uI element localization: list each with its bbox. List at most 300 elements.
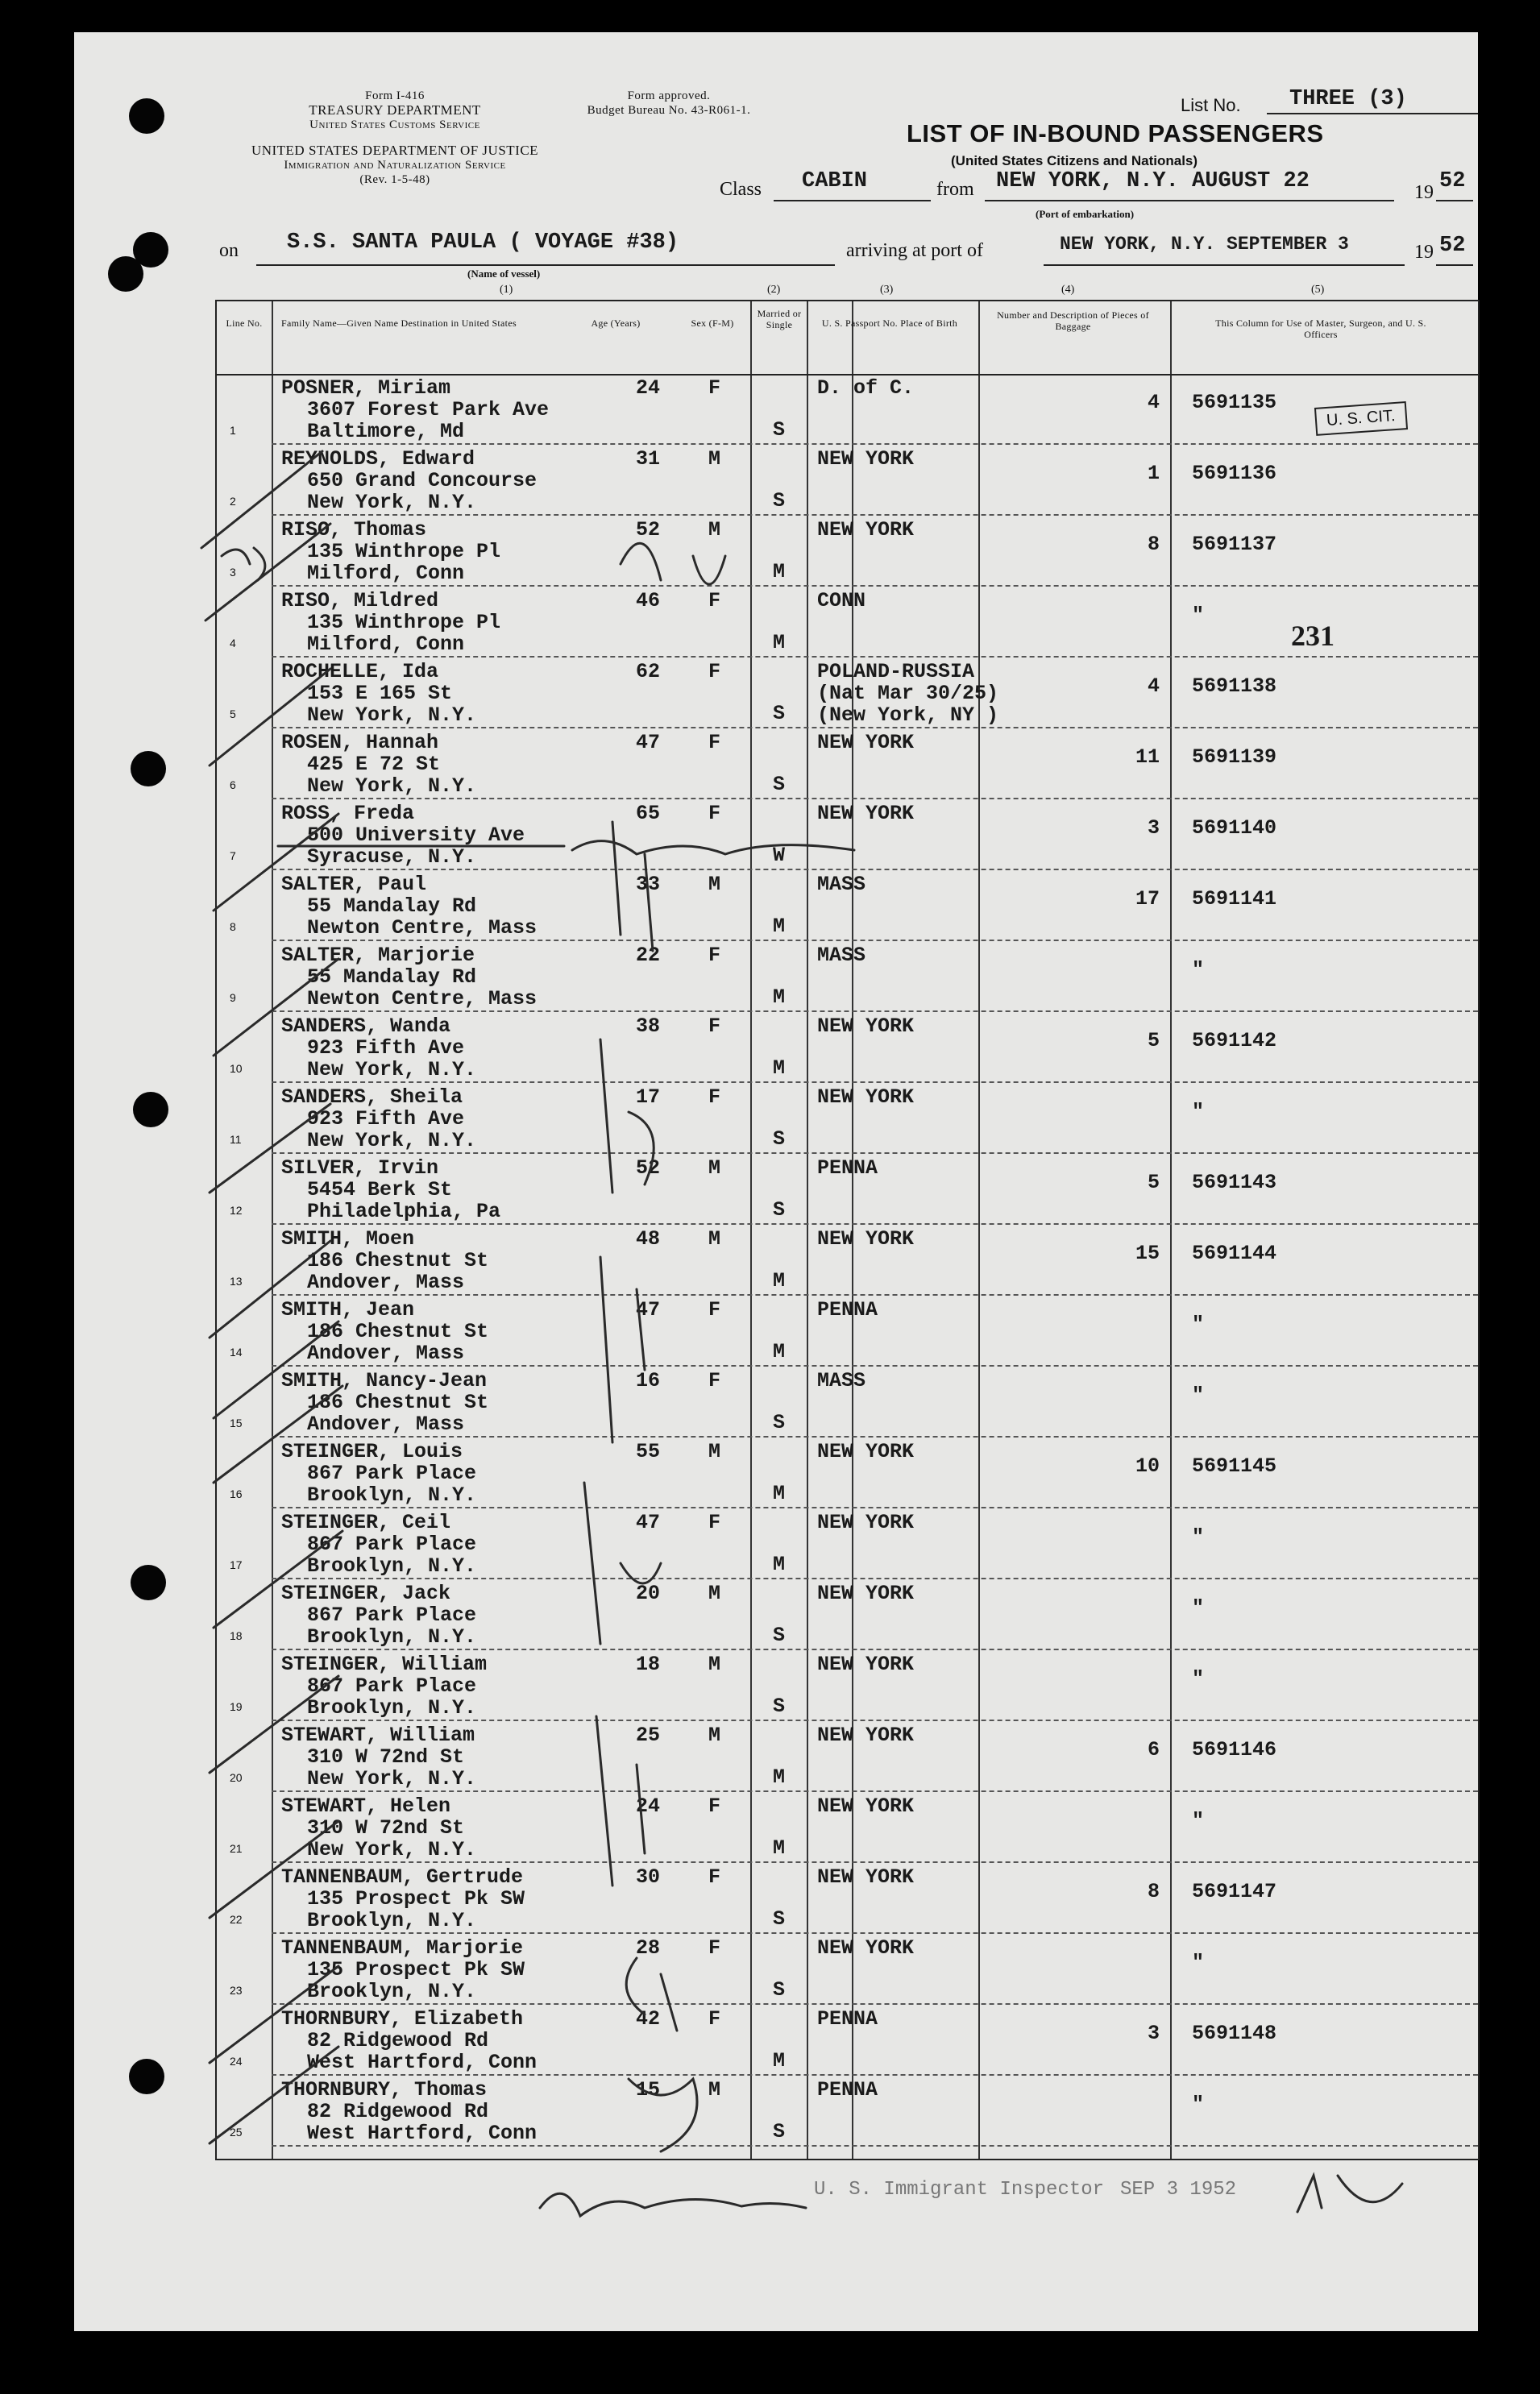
passenger-marital-status: S — [773, 418, 786, 442]
vessel-caption: (Name of vessel) — [467, 268, 541, 280]
passenger-officer-number: " — [1192, 1596, 1205, 1620]
line-number: 7 — [230, 849, 236, 862]
table-row — [217, 1438, 1478, 1508]
revision: (Rev. 1-5-48) — [359, 173, 430, 186]
passenger-address-line1: 867 Park Place — [307, 1533, 477, 1556]
document-title: LIST OF IN-BOUND PASSENGERS — [907, 119, 1324, 147]
class-value: CABIN — [802, 169, 868, 193]
year-prefix-1: 19 — [1414, 182, 1434, 203]
passenger-birthplace: NEW YORK — [817, 1865, 915, 1889]
passenger-officer-number: " — [1192, 604, 1205, 627]
passenger-name: SMITH, Jean — [281, 1298, 415, 1321]
passenger-sex: F — [708, 944, 721, 967]
table-row — [217, 870, 1478, 941]
passenger-name: STEINGER, Ceil — [281, 1511, 451, 1534]
col-header-sex: Sex (F-M) — [691, 317, 734, 329]
passenger-officer-number: " — [1192, 1525, 1205, 1549]
line-number: 8 — [230, 920, 236, 933]
passenger-sex: M — [708, 1582, 721, 1605]
passenger-sex: M — [708, 1156, 721, 1180]
passenger-birthplace: NEW YORK — [817, 1440, 915, 1463]
passenger-address-line1: 186 Chestnut St — [307, 1320, 489, 1343]
passenger-sex: F — [708, 1298, 721, 1321]
passenger-sex: F — [708, 2007, 721, 2031]
passenger-birthplace: PENNA — [817, 1156, 878, 1180]
passenger-address-line1: 55 Mandalay Rd — [307, 965, 477, 989]
passenger-age: 20 — [636, 1582, 661, 1605]
inspector-label: U. S. Immigrant Inspector — [814, 2179, 1105, 2201]
passenger-address-line2: New York, N.Y. — [307, 1058, 477, 1081]
passenger-birthplace: NEW YORK — [817, 1936, 915, 1960]
passenger-marital-status: S — [773, 773, 786, 796]
handwritten-231: 231 — [1291, 620, 1335, 652]
col-number-1: (1) — [500, 284, 513, 296]
passenger-baggage: 1 — [1147, 462, 1160, 485]
passenger-officer-number: 5691135 — [1192, 391, 1277, 414]
passenger-age: 52 — [636, 1156, 661, 1180]
passenger-address-line2: Syracuse, N.Y. — [307, 845, 477, 869]
col-header-officers: This Column for Use of Master, Surgeon, and U. S. Officers — [1215, 317, 1426, 340]
passenger-officer-number: 5691141 — [1192, 887, 1277, 911]
on-label: on — [219, 240, 239, 261]
passenger-sex: F — [708, 1794, 721, 1818]
passenger-sex: M — [708, 873, 721, 896]
passenger-marital-status: S — [773, 1411, 786, 1434]
line-number: 6 — [230, 778, 236, 791]
passenger-address-line1: 650 Grand Concourse — [307, 469, 538, 492]
col-header-age: Age (Years) — [591, 317, 641, 329]
vessel-name: S.S. SANTA PAULA ( VOYAGE #38) — [287, 230, 679, 255]
passenger-address-line1: 82 Ridgewood Rd — [307, 2029, 489, 2052]
table-row — [217, 1154, 1478, 1225]
year-underline-2 — [1436, 264, 1473, 266]
passenger-sex: M — [708, 1724, 721, 1747]
passenger-officer-number: 5691139 — [1192, 745, 1277, 769]
passenger-birthplace: NEW YORK — [817, 1724, 915, 1747]
passenger-officer-number: " — [1192, 1951, 1205, 1974]
passenger-sex: F — [708, 731, 721, 754]
inspector-date: SEP 3 1952 — [1120, 2179, 1237, 2201]
passenger-address-line2: West Hartford, Conn — [307, 2122, 538, 2145]
line-number: 15 — [230, 1417, 243, 1429]
passenger-address-line1: 82 Ridgewood Rd — [307, 2100, 489, 2123]
passenger-officer-number: " — [1192, 958, 1205, 981]
line-number: 22 — [230, 1913, 243, 1926]
passenger-address-line1: 5454 Berk St — [307, 1178, 453, 1201]
budget-bureau: Budget Bureau No. 43-R061-1. — [587, 104, 751, 117]
passenger-sex: F — [708, 802, 721, 825]
table-row — [217, 2005, 1478, 2076]
passenger-address-line1: 186 Chestnut St — [307, 1391, 489, 1414]
passenger-officer-number: 5691137 — [1192, 533, 1277, 556]
line-number: 20 — [230, 1771, 243, 1784]
passenger-age: 31 — [636, 447, 661, 471]
passenger-sex: F — [708, 1014, 721, 1038]
line-number: 18 — [230, 1629, 243, 1642]
passenger-name: REYNOLDS, Edward — [281, 447, 475, 471]
passenger-birthplace: NEW YORK — [817, 1014, 915, 1038]
passenger-marital-status: M — [773, 1340, 786, 1363]
passenger-name: RISO, Thomas — [281, 518, 427, 541]
passenger-address-line2: Baltimore, Md — [307, 420, 465, 443]
passenger-officer-number: " — [1192, 1100, 1205, 1123]
passenger-sex: F — [708, 660, 721, 683]
passenger-marital-status: M — [773, 1765, 786, 1789]
passenger-birthplace: MASS — [817, 944, 866, 967]
passenger-name: SALTER, Marjorie — [281, 944, 475, 967]
from-underline — [985, 200, 1394, 201]
passenger-address-line2: Andover, Mass — [307, 1342, 465, 1365]
passenger-baggage: 6 — [1147, 1738, 1160, 1761]
passenger-address-line1: 425 E 72 St — [307, 753, 441, 776]
passenger-name: SANDERS, Sheila — [281, 1085, 463, 1109]
line-number: 1 — [230, 424, 236, 437]
passenger-sex: F — [708, 1511, 721, 1534]
passenger-address-line2: Milford, Conn — [307, 562, 465, 585]
passenger-officer-number: 5691142 — [1192, 1029, 1277, 1052]
line-number: 17 — [230, 1558, 243, 1571]
line-number: 16 — [230, 1487, 243, 1500]
table-row — [217, 1012, 1478, 1083]
passenger-officer-number: 5691143 — [1192, 1171, 1277, 1194]
line-number: 2 — [230, 495, 236, 508]
passenger-marital-status: S — [773, 1198, 786, 1222]
passenger-marital-status: M — [773, 915, 786, 938]
passenger-marital-status: S — [773, 702, 786, 725]
passenger-address-line1: 135 Winthrope Pl — [307, 540, 501, 563]
passenger-address-line1: 135 Winthrope Pl — [307, 611, 501, 634]
arrival-underline — [1044, 264, 1405, 266]
punch-hole — [131, 751, 166, 786]
line-number: 4 — [230, 637, 236, 649]
table-row — [217, 1508, 1478, 1579]
passenger-sex: F — [708, 1865, 721, 1889]
treasury-dept: TREASURY DEPARTMENT — [309, 102, 481, 118]
line-number: 24 — [230, 2055, 243, 2068]
list-no-value: THREE (3) — [1289, 87, 1407, 111]
passenger-age: 48 — [636, 1227, 661, 1251]
table-row — [217, 1863, 1478, 1934]
passenger-birthplace: NEW YORK — [817, 1085, 915, 1109]
passenger-officer-number: 5691146 — [1192, 1738, 1277, 1761]
passenger-age: 25 — [636, 1724, 661, 1747]
passenger-name: THORNBURY, Thomas — [281, 2078, 488, 2101]
passenger-name: STEINGER, Louis — [281, 1440, 463, 1463]
passenger-address-line1: 135 Prospect Pk SW — [307, 1958, 525, 1981]
passenger-birthplace: POLAND-RUSSIA — [817, 660, 975, 683]
passenger-sex: M — [708, 1227, 721, 1251]
passenger-marital-status: M — [773, 560, 786, 583]
passenger-birthplace: NEW YORK — [817, 1653, 915, 1676]
col-number-4: (4) — [1061, 284, 1075, 296]
passenger-age: 47 — [636, 1511, 661, 1534]
passenger-address-line2: Milford, Conn — [307, 633, 465, 656]
passenger-marital-status: M — [773, 2049, 786, 2072]
line-number: 11 — [230, 1133, 242, 1146]
passenger-address-line2: New York, N.Y. — [307, 491, 477, 514]
ins-service: Immigration and Naturalization Service — [284, 159, 506, 172]
passenger-age: 18 — [636, 1653, 661, 1676]
col-number-2: (2) — [767, 284, 781, 296]
line-number: 14 — [230, 1346, 243, 1359]
passenger-address-line2: West Hartford, Conn — [307, 2051, 538, 2074]
col-number-5: (5) — [1311, 284, 1325, 296]
passenger-address-line1: 310 W 72nd St — [307, 1745, 465, 1769]
passenger-officer-number: " — [1192, 1384, 1205, 1407]
passenger-age: 28 — [636, 1936, 661, 1960]
document-subtitle: (United States Citizens and Nationals) — [951, 153, 1198, 168]
punch-hole — [129, 98, 164, 134]
passenger-age: 55 — [636, 1440, 661, 1463]
passenger-birthplace: CONN — [817, 589, 866, 612]
arriving-label: arriving at port of — [846, 240, 983, 261]
passenger-marital-status: S — [773, 1907, 786, 1931]
passenger-address-line1: 55 Mandalay Rd — [307, 894, 477, 918]
passenger-officer-number: " — [1192, 1667, 1205, 1691]
passenger-marital-status: M — [773, 1482, 786, 1505]
passenger-sex: M — [708, 1440, 721, 1463]
table-row — [217, 1579, 1478, 1650]
passenger-officer-number: 5691140 — [1192, 816, 1277, 840]
passenger-birthplace: NEW YORK — [817, 518, 915, 541]
passenger-birthplace: MASS — [817, 873, 866, 896]
punch-hole — [129, 2059, 164, 2094]
form-number: Form I-416 — [365, 89, 425, 102]
passenger-baggage: 5 — [1147, 1171, 1160, 1194]
passenger-officer-number: 5691138 — [1192, 674, 1277, 698]
passenger-name: STEWART, William — [281, 1724, 475, 1747]
passenger-baggage: 10 — [1135, 1454, 1160, 1478]
passenger-marital-status: S — [773, 1978, 786, 2002]
passenger-baggage: 15 — [1135, 1242, 1160, 1265]
form-approved: Form approved. — [627, 89, 711, 102]
passenger-sex: F — [708, 1936, 721, 1960]
passenger-birthplace: NEW YORK — [817, 447, 915, 471]
passenger-officer-number: 5691147 — [1192, 1880, 1277, 1903]
passenger-sex: M — [708, 518, 721, 541]
col-header-married: Married or Single — [757, 308, 802, 330]
passenger-address-line2: Brooklyn, N.Y. — [307, 1980, 477, 2003]
punch-hole — [108, 256, 143, 292]
passenger-address-line1: 153 E 165 St — [307, 682, 453, 705]
passenger-marital-status: S — [773, 1127, 786, 1151]
passenger-address-line2: Newton Centre, Mass — [307, 987, 538, 1010]
table-row — [217, 1792, 1478, 1863]
list-no-label: List No. — [1181, 95, 1241, 115]
passenger-marital-status: M — [773, 985, 786, 1009]
passenger-birthplace: PENNA — [817, 2007, 878, 2031]
from-label: from — [936, 179, 974, 200]
passenger-baggage: 8 — [1147, 1880, 1160, 1903]
table-row — [217, 1225, 1478, 1296]
col-header-line-no: Line No. — [226, 317, 263, 329]
passenger-age: 62 — [636, 660, 661, 683]
form-header-left — [210, 89, 580, 132]
passenger-name: TANNENBAUM, Gertrude — [281, 1865, 524, 1889]
table-row — [217, 374, 1478, 445]
table-row — [217, 1721, 1478, 1792]
passenger-baggage: 3 — [1147, 2022, 1160, 2045]
passenger-address-line2: Philadelphia, Pa — [307, 1200, 501, 1223]
passenger-name: SALTER, Paul — [281, 873, 427, 896]
passenger-birthplace: D. of C. — [817, 376, 915, 400]
form-header-justice — [205, 143, 584, 187]
table-row — [217, 658, 1478, 728]
line-number: 23 — [230, 1984, 243, 1997]
passenger-age: 52 — [636, 518, 661, 541]
justice-dept: UNITED STATES DEPARTMENT OF JUSTICE — [251, 143, 539, 158]
passenger-age: 42 — [636, 2007, 661, 2031]
passenger-age: 22 — [636, 944, 661, 967]
passenger-name: POSNER, Miriam — [281, 376, 451, 400]
passenger-baggage: 17 — [1135, 887, 1160, 911]
passenger-officer-number: 5691144 — [1192, 1242, 1277, 1265]
line-number: 10 — [230, 1062, 243, 1075]
passenger-age: 17 — [636, 1085, 661, 1109]
passenger-marital-status: S — [773, 2120, 786, 2143]
passenger-sex: M — [708, 2078, 721, 2101]
passenger-address-line1: 867 Park Place — [307, 1604, 477, 1627]
passenger-baggage: 4 — [1147, 674, 1160, 698]
passenger-name: SILVER, Irvin — [281, 1156, 439, 1180]
passenger-baggage: 11 — [1135, 745, 1160, 769]
passenger-address-line1: 310 W 72nd St — [307, 1816, 465, 1840]
table-row — [217, 1296, 1478, 1367]
form-approval — [564, 89, 774, 118]
table-row — [217, 1367, 1478, 1438]
passenger-baggage: 3 — [1147, 816, 1160, 840]
punch-hole — [131, 1565, 166, 1600]
passenger-address-line1: 923 Fifth Ave — [307, 1107, 465, 1131]
passenger-address-line1: 186 Chestnut St — [307, 1249, 489, 1272]
table-row — [217, 799, 1478, 870]
passenger-address-line2: New York, N.Y. — [307, 774, 477, 798]
passenger-baggage: 8 — [1147, 533, 1160, 556]
table-row — [217, 941, 1478, 1012]
passenger-address-line1: 867 Park Place — [307, 1462, 477, 1485]
passenger-address-line2: Brooklyn, N.Y. — [307, 1909, 477, 1932]
table-row — [217, 728, 1478, 799]
passenger-age: 15 — [636, 2078, 661, 2101]
passenger-address-line1: 3607 Forest Park Ave — [307, 398, 550, 421]
table-row — [217, 587, 1478, 658]
passenger-table — [215, 300, 1480, 2160]
passenger-address-line1: 500 University Ave — [307, 824, 525, 847]
passenger-age: 47 — [636, 731, 661, 754]
passenger-birthplace-note: (Nat Mar 30/25) — [817, 682, 999, 705]
passenger-birthplace: NEW YORK — [817, 1794, 915, 1818]
passenger-sex: F — [708, 1085, 721, 1109]
passenger-birthplace: NEW YORK — [817, 731, 915, 754]
passenger-name: SANDERS, Wanda — [281, 1014, 451, 1038]
passenger-address-line1: 923 Fifth Ave — [307, 1036, 465, 1060]
passenger-age: 24 — [636, 376, 661, 400]
passenger-marital-status: S — [773, 489, 786, 512]
passenger-age: 38 — [636, 1014, 661, 1038]
passenger-officer-number: " — [1192, 1809, 1205, 1832]
passenger-birthplace: NEW YORK — [817, 802, 915, 825]
passenger-name: THORNBURY, Elizabeth — [281, 2007, 524, 2031]
table-row — [217, 516, 1478, 587]
passenger-address-line2: Andover, Mass — [307, 1413, 465, 1436]
passenger-officer-number: " — [1192, 2093, 1205, 2116]
passenger-marital-status: M — [773, 631, 786, 654]
arrival-port: NEW YORK, N.Y. SEPTEMBER 3 — [1060, 234, 1349, 255]
passenger-name: SMITH, Moen — [281, 1227, 415, 1251]
passenger-officer-number: 5691145 — [1192, 1454, 1277, 1478]
col-number-3: (3) — [880, 284, 894, 296]
line-number: 9 — [230, 991, 236, 1004]
passenger-marital-status: M — [773, 1836, 786, 1860]
passenger-birthplace: MASS — [817, 1369, 866, 1392]
table-row — [217, 445, 1478, 516]
col-header-passport: U. S. Passport No. Place of Birth — [821, 317, 958, 329]
col-header-name: Family Name—Given Name Destination in United States — [281, 317, 517, 329]
passenger-address-line2: Andover, Mass — [307, 1271, 465, 1294]
line-number: 12 — [230, 1204, 243, 1217]
passenger-age: 30 — [636, 1865, 661, 1889]
year-1: 52 — [1439, 169, 1466, 193]
line-number: 3 — [230, 566, 236, 579]
port-caption: (Port of embarkation) — [1036, 208, 1135, 220]
passenger-name: ROCHELLE, Ida — [281, 660, 439, 683]
line-number: 19 — [230, 1700, 243, 1713]
passenger-marital-status: M — [773, 1269, 786, 1292]
passenger-name: STEINGER, William — [281, 1653, 488, 1676]
passenger-name: TANNENBAUM, Marjorie — [281, 1936, 524, 1960]
passenger-birthplace-note2: (New York, NY ) — [817, 703, 999, 727]
year-prefix-2: 19 — [1414, 242, 1434, 263]
passenger-name: STEWART, Helen — [281, 1794, 451, 1818]
passenger-age: 46 — [636, 589, 661, 612]
passenger-age: 24 — [636, 1794, 661, 1818]
passenger-sex: F — [708, 589, 721, 612]
customs-service: United States Customs Service — [309, 118, 480, 131]
passenger-officer-number: " — [1192, 1313, 1205, 1336]
passenger-address-line2: Brooklyn, N.Y. — [307, 1625, 477, 1649]
passenger-sex: F — [708, 376, 721, 400]
passenger-birthplace: PENNA — [817, 2078, 878, 2101]
passenger-birthplace: PENNA — [817, 1298, 878, 1321]
vessel-underline — [256, 264, 835, 266]
passenger-address-line2: Brooklyn, N.Y. — [307, 1554, 477, 1578]
passenger-address-line2: New York, N.Y. — [307, 1767, 477, 1790]
passenger-address-line1: 867 Park Place — [307, 1674, 477, 1698]
line-number: 25 — [230, 2126, 243, 2139]
table-row — [217, 1934, 1478, 2005]
passenger-baggage: 5 — [1147, 1029, 1160, 1052]
passenger-address-line2: New York, N.Y. — [307, 1129, 477, 1152]
passenger-name: STEINGER, Jack — [281, 1582, 451, 1605]
table-row — [217, 1083, 1478, 1154]
passenger-baggage: 4 — [1147, 391, 1160, 414]
passenger-marital-status: M — [773, 1553, 786, 1576]
passenger-address-line2: New York, N.Y. — [307, 703, 477, 727]
passenger-birthplace: NEW YORK — [817, 1511, 915, 1534]
passenger-officer-number: 5691148 — [1192, 2022, 1277, 2045]
from-value: NEW YORK, N.Y. AUGUST 22 — [996, 169, 1310, 193]
passenger-birthplace: NEW YORK — [817, 1582, 915, 1605]
passenger-sex: M — [708, 447, 721, 471]
class-label: Class — [720, 179, 762, 200]
passenger-name: ROSS, Freda — [281, 802, 415, 825]
passenger-sex: M — [708, 1653, 721, 1676]
passenger-address-line1: 135 Prospect Pk SW — [307, 1887, 525, 1911]
col-header-baggage: Number and Description of Pieces of Baggage — [997, 309, 1149, 332]
passenger-officer-number: 5691136 — [1192, 462, 1277, 485]
passenger-sex: F — [708, 1369, 721, 1392]
passenger-marital-status: S — [773, 1695, 786, 1718]
